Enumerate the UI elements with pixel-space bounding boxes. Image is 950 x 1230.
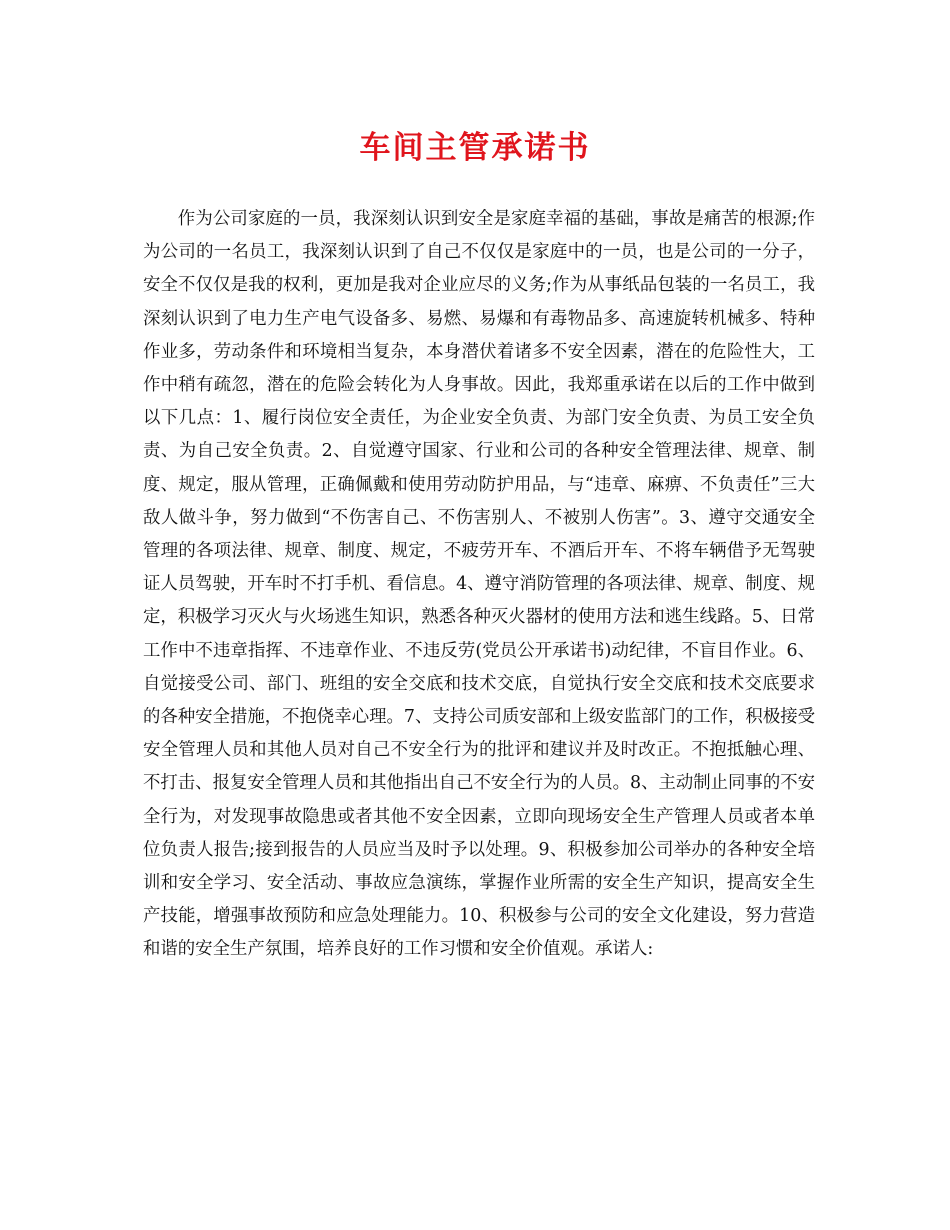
- document-title: 车间主管承诺书: [359, 130, 591, 166]
- document-body-paragraph: 作为公司家庭的一员，我深刻认识到安全是家庭幸福的基础，事故是痛苦的根源;作为公司的一名员工，我深刻认识到了自己不仅仅是家庭中的一员，也是公司的一分子，安全不仅仅是我的权利，更加是我对企业应尽的义务;作为从事纸品包装的一名员工，我深刻认识到了电力生产电气设备多、易燃、易爆和有毒物品多、高速旋转机械多、特种作业多，劳动条件和环境相当复杂，本身潜伏着诸多不安全因素，潜在的危险性大，工作中稍有疏忽，潜在的危险会转化为人身事故。因此，我郑重承诺在以后的工作中做到以下几点：1、履行岗位安全责任，为企业安全负责、为部门安全负责、为员工安全负责、为自己安全负责。2、自觉遵守国家、行业和公司的各种安全管理法律、规章、制度、规定，服从管理，正确佩戴和使用劳动防护用品，与“违章、麻痹、不负责任”三大敌人做斗争，努力做到“不伤害自己、不伤害别人、不被别人伤害”。3、遵守交通安全管理的各项法律、规章、制度、规定，不疲劳开车、不酒后开车、不将车辆借予无驾驶证人员驾驶，开车时不打手机、看信息。4、遵守消防管理的各项法律、规章、制度、规定，积极学习灭火与火场逃生知识，熟悉各种灭火器材的使用方法和逃生线路。5、日常工作中不违章指挥、不违章作业、不违反劳(党员公开承诺书)动纪律，不盲目作业。6、自觉接受公司、部门、班组的安全交底和技术交底，自觉执行安全交底和技术交底要求的各种安全措施，不抱侥幸心理。7、支持公司质安部和上级安监部门的工作，积极接受安全管理人员和其他人员对自己不安全行为的批评和建议并及时改正。不抱抵触心理、不打击、报复安全管理人员和其他指出自己不安全行为的人员。8、主动制止同事的不安全行为，对发现事故隐患或者其他不安全因素，立即向现场安全生产管理人员或者本单位负责人报告;接到报告的人员应当及时予以处理。9、积极参加公司举办的各种安全培训和安全学习、安全活动、事故应急演练，掌握作业所需的安全生产知识，提高安全生产技能，增强事故预防和应急处理能力。10、积极参与公司的安全文化建设，努力营造和谐的安全生产氛围，培养良好的工作习惯和安全价值观。承诺人:: [143, 209, 815, 960]
